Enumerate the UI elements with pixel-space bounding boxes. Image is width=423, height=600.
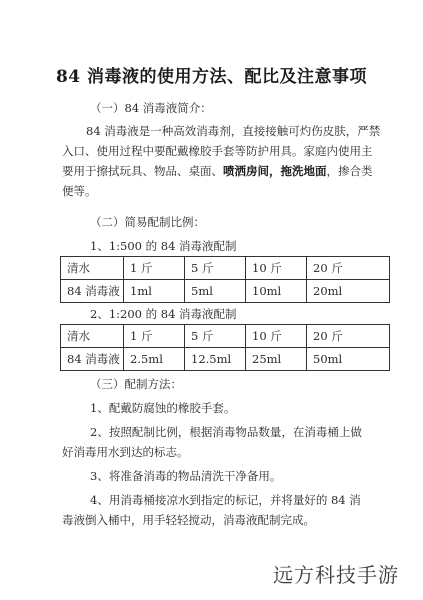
step-4-line-1: 4、用消毒桶接凉水到指定的标记，并将量好的 84 消 [90, 493, 361, 507]
watermark-text: 远方科技手游 [273, 563, 399, 587]
table-cell: 5 斤 [185, 257, 246, 280]
table-cell: 20 斤 [307, 325, 390, 348]
table-cell: 1 斤 [124, 257, 185, 280]
step-1: 1、配戴防腐蚀的橡胶手套。 [90, 401, 236, 415]
table-cell: 10 斤 [246, 257, 307, 280]
table-row [61, 257, 390, 280]
table-row [61, 325, 390, 348]
table-row [61, 348, 390, 371]
intro-text-bold: 喷洒房间，拖洗地面 [223, 164, 327, 178]
table-row [61, 280, 390, 303]
table-cell: 10 斤 [246, 325, 307, 348]
step-2-line-1: 2、按照配制比例，根据消毒物品数量，在消毒桶上做 [90, 425, 362, 439]
ratio-table-2 [60, 324, 390, 371]
intro-text-end: ，掺合类便等。 [62, 164, 373, 198]
table-cell: 20 斤 [307, 257, 390, 280]
table-cell: 10ml [246, 280, 307, 303]
ratio1-heading: 1、1:500 的 84 消毒液配制 [90, 239, 237, 253]
table-cell: 20ml [307, 280, 390, 303]
ratio-table-1 [60, 256, 390, 303]
table-cell: 25ml [246, 348, 307, 371]
table-cell: 84 消毒液 [61, 348, 124, 371]
table-cell: 清水 [61, 325, 124, 348]
step-4-line-2: 毒液倒入桶中，用手轻轻搅动，消毒液配制完成。 [62, 513, 315, 527]
table-cell: 清水 [61, 257, 124, 280]
table-cell: 2.5ml [124, 348, 185, 371]
method-heading: （三）配制方法： [90, 377, 182, 391]
step-2-line-2: 好消毒用水到达的标志。 [62, 445, 189, 459]
ratio-heading: （二）简易配制比例： [90, 215, 205, 229]
table-cell: 5ml [185, 280, 246, 303]
document-title: 84 消毒液的使用方法、配比及注意事项 [55, 67, 368, 87]
table-cell: 84 消毒液 [61, 280, 124, 303]
table-cell: 5 斤 [185, 325, 246, 348]
ratio2-heading: 2、1:200 的 84 消毒液配制 [90, 307, 237, 321]
table-cell: 12.5ml [185, 348, 246, 371]
intro-paragraph [62, 121, 382, 201]
intro-text-normal: 84 消毒液是一种高效消毒剂，直接接触可灼伤皮肤，严禁入口、使用过程中要配戴橡胶手套等防护用具。家庭内使用主要用于擦拭玩具、物品、桌面、 [62, 124, 381, 178]
table-cell: 50ml [307, 348, 390, 371]
table-cell: 1ml [124, 280, 185, 303]
step-3: 3、将准备消毒的物品清洗干净备用。 [90, 469, 282, 483]
intro-heading: （一）84 消毒液简介： [90, 101, 212, 115]
table-cell: 1 斤 [124, 325, 185, 348]
